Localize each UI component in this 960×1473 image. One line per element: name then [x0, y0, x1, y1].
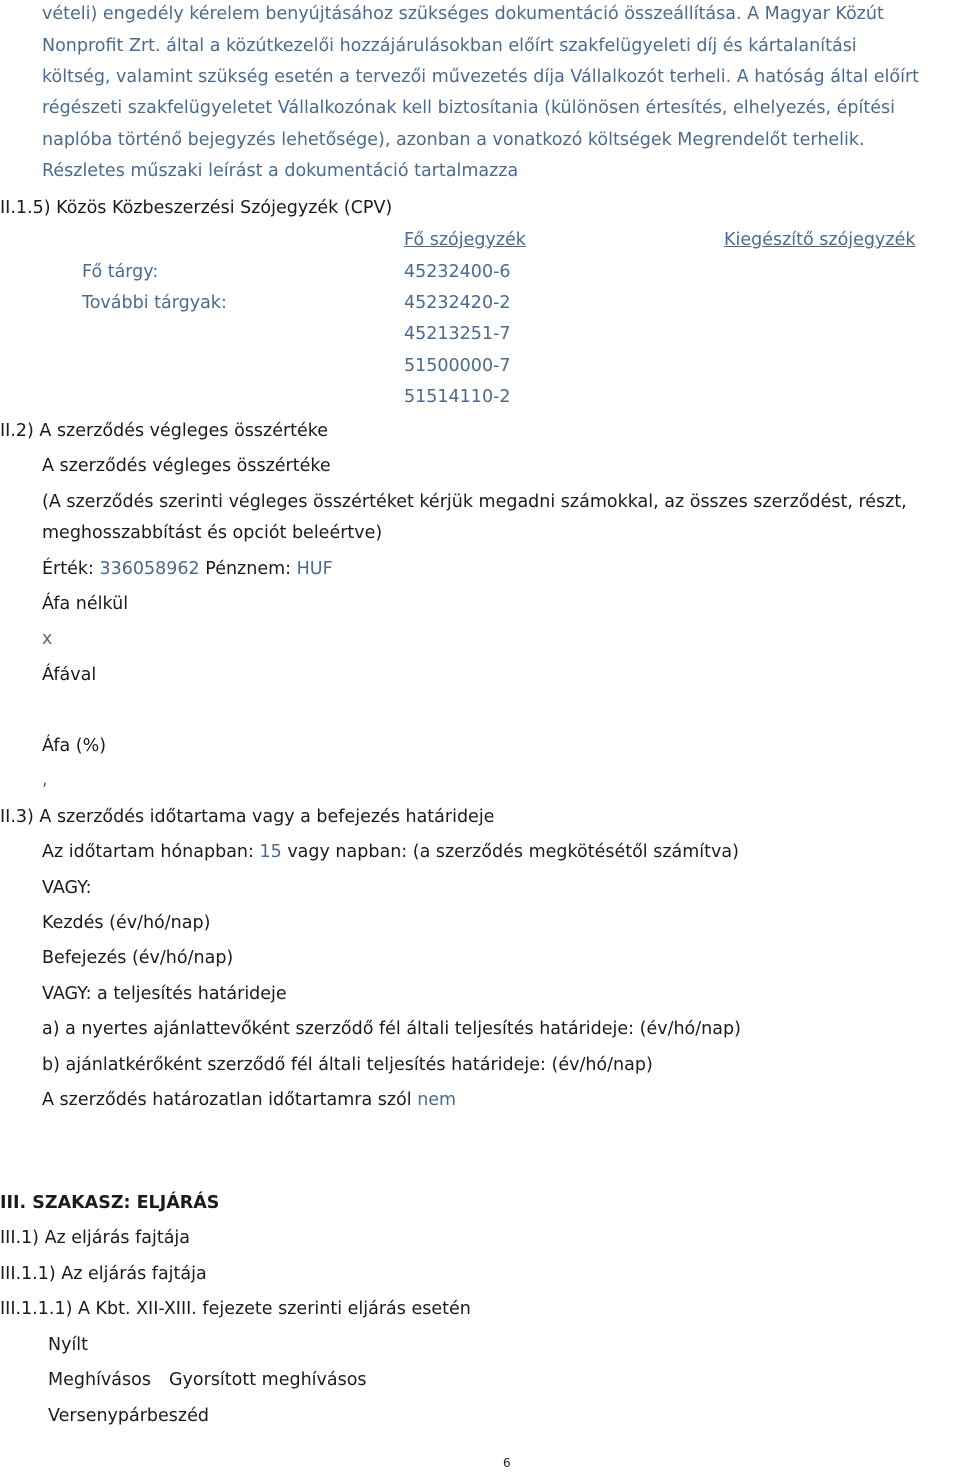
duration-months-value: 15	[259, 842, 282, 862]
cpv-additional-code: 51500000-7	[404, 356, 511, 376]
value-amount: 336058962	[99, 559, 200, 579]
value-heading: II.2) A szerződés végleges összértéke	[0, 421, 329, 441]
duration-or-2: VAGY: a teljesítés határideje	[42, 984, 287, 1004]
duration-deadline-a: a) a nyertes ajánlattevőként szerződő fél általi teljesítés határideje: (év/hó/nap)	[42, 1019, 741, 1039]
procedure-option-restricted: Meghívásos	[48, 1370, 151, 1390]
duration-indefinite-row	[42, 1088, 456, 1112]
duration-days-label: vagy napban: (a szerződés megkötésétől számítva)	[281, 842, 739, 862]
duration-indefinite-value: nem	[417, 1090, 457, 1110]
currency-label: Pénznem:	[199, 559, 297, 579]
procedure-heading-1: III.1) Az eljárás fajtája	[0, 1228, 191, 1248]
duration-or-1: VAGY:	[42, 878, 92, 898]
duration-months-row	[42, 840, 739, 864]
duration-indefinite-label: A szerződés határozatlan időtartamra szól	[42, 1090, 418, 1110]
cpv-additional-code: 45232420-2	[404, 293, 511, 313]
cpv-supplementary-vocab-header: Kiegészítő szójegyzék	[724, 230, 916, 250]
procedure-option-competitive-dialogue: Versenypárbeszéd	[48, 1406, 209, 1426]
currency-value: HUF	[296, 559, 333, 579]
value-note-line-2: meghosszabbítást és opciót beleértve)	[42, 523, 383, 543]
value-note-line-1: (A szerződés szerinti végleges összértéket kérjük megadni számokkal, az összes szerződést, részt,	[42, 492, 907, 512]
procedure-heading-3: III.1.1.1) A Kbt. XII-XIII. fejezete szerinti eljárás esetén	[0, 1299, 471, 1319]
intro-line-2: Nonprofit Zrt. által a közútkezelői hozzájárulásokban előírt szakfelügyeleti díj és kártalanítási	[42, 36, 857, 56]
duration-deadline-b: b) ajánlatkérőként szerződő fél általi teljesítés határideje: (év/hó/nap)	[42, 1055, 653, 1075]
intro-line-3: költség, valamint szükség esetén a tervezői művezetés díja Vállalkozót terheli. A hatóság által előírt	[42, 67, 920, 87]
duration-months-label: Az időtartam hónapban:	[42, 842, 260, 862]
procedure-option-open: Nyílt	[48, 1335, 89, 1355]
procedure-heading-2: III.1.1) Az eljárás fajtája	[0, 1264, 207, 1284]
cpv-heading: II.1.5) Közös Közbeszerzési Szójegyzék (CPV)	[0, 198, 393, 218]
duration-end-label: Befejezés (év/hó/nap)	[42, 948, 234, 968]
vat-percent-value: ,	[42, 770, 48, 790]
cpv-main-vocab-header: Fő szójegyzék	[404, 230, 526, 250]
intro-line-4: régészeti szakfelügyeletet Vállalkozónak kell biztosítania (különösen értesítés, elhelyezés, építési	[42, 98, 895, 118]
cpv-additional-code: 45213251-7	[404, 324, 511, 344]
intro-line-6: Részletes műszaki leírást a dokumentáció tartalmazza	[42, 161, 519, 181]
intro-line-1: vételi) engedély kérelem benyújtásához szükséges dokumentáció összeállítása. A Magyar Közút	[42, 4, 884, 24]
value-row	[42, 557, 333, 581]
vat-excluded-label: Áfa nélkül	[42, 594, 129, 614]
intro-line-5: naplóba történő bejegyzés lehetősége), azonban a vonatkozó költségek Megrendelőt terhelik.	[42, 130, 865, 150]
duration-start-label: Kezdés (év/hó/nap)	[42, 913, 211, 933]
vat-included-label: Áfával	[42, 665, 97, 685]
section-3-title: III. SZAKASZ: ELJÁRÁS	[0, 1193, 220, 1213]
vat-percent-label: Áfa (%)	[42, 736, 107, 756]
cpv-additional-objects-label: További tárgyak:	[82, 293, 227, 313]
vat-excluded-mark: x	[42, 629, 53, 649]
duration-heading: II.3) A szerződés időtartama vagy a befejezés határideje	[0, 807, 495, 827]
procedure-option-accelerated-restricted: Gyorsított meghívásos	[169, 1370, 367, 1390]
value-label: Érték:	[42, 559, 100, 579]
cpv-main-object-code: 45232400-6	[404, 262, 511, 282]
cpv-additional-code: 51514110-2	[404, 387, 511, 407]
page-number: 6	[503, 1456, 511, 1470]
cpv-main-object-label: Fő tárgy:	[82, 262, 159, 282]
value-subheading: A szerződés végleges összértéke	[42, 456, 331, 476]
